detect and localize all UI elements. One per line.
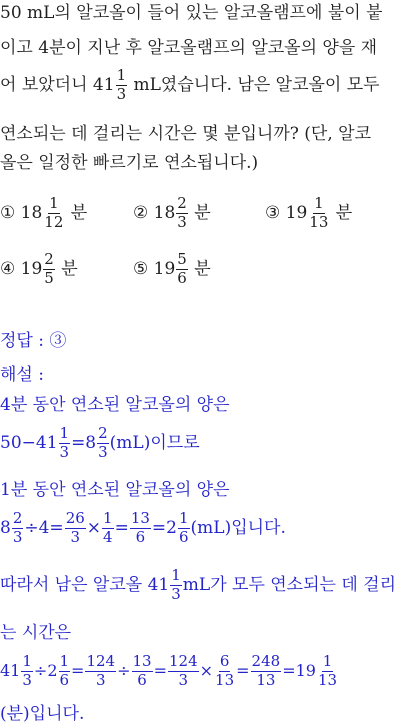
option-whole: 19	[153, 258, 176, 279]
question-line-2: 이고 4분이 지난 후 알코올램프의 알코올의 양을 재	[0, 38, 378, 58]
fraction	[132, 654, 153, 689]
solution-line-2	[0, 426, 200, 461]
math-text: =	[236, 660, 250, 680]
math-text: 따라서 남은 알코올 41	[0, 574, 170, 595]
solution-line-7	[0, 654, 339, 689]
option-5[interactable]	[133, 252, 211, 287]
numerator: 1	[103, 509, 113, 527]
math-text: =8	[71, 432, 97, 453]
option-mark: ①	[0, 202, 16, 223]
fraction	[43, 196, 64, 231]
denominator: 13	[215, 670, 235, 689]
math-text: =	[153, 660, 167, 680]
numerator: 13	[132, 652, 152, 670]
solution-line-4	[0, 511, 286, 546]
option-unit: 분	[335, 202, 353, 223]
math-text: (mL)이므로	[109, 432, 200, 453]
math-text: ÷	[117, 660, 131, 680]
explanation-label: 해설 :	[0, 365, 44, 385]
question-line-3	[0, 68, 380, 103]
option-unit: 분	[61, 258, 78, 279]
fraction	[178, 511, 190, 546]
numerator: 2	[98, 424, 108, 442]
denominator: 13	[256, 670, 276, 689]
denominator: 12	[44, 212, 64, 231]
math-text: =	[114, 517, 129, 538]
fraction	[176, 196, 188, 231]
denominator: 6	[59, 670, 70, 689]
fraction	[214, 654, 235, 689]
solution-line-8: (분)입니다.	[0, 704, 85, 724]
question-line-5: 올은 일정한 빠르기로 연소됩니다.)	[0, 153, 259, 173]
numerator: 1	[171, 566, 181, 584]
fraction	[170, 568, 182, 603]
numerator: 1	[59, 652, 70, 670]
numerator: 2	[177, 194, 187, 212]
denominator: 3	[98, 442, 108, 461]
denominator: 3	[171, 584, 181, 603]
denominator: 6	[177, 268, 187, 287]
math-text: =19	[282, 660, 316, 680]
fraction	[168, 654, 199, 689]
numerator: 1	[49, 194, 59, 212]
numerator: 1	[22, 652, 32, 670]
numerator: 6	[219, 652, 230, 670]
option-whole: 18	[153, 202, 176, 223]
answer-label: 정답 : ③	[0, 331, 67, 351]
fraction	[251, 654, 282, 689]
option-unit: 분	[194, 202, 211, 223]
numerator: 26	[65, 509, 85, 527]
denominator: 13	[317, 670, 338, 689]
math-text: ×	[86, 517, 102, 538]
option-whole: 18	[20, 202, 43, 223]
numerator: 1	[322, 652, 333, 670]
math-text: ÷4=	[24, 517, 64, 538]
math-text: ÷2	[33, 660, 58, 680]
denominator: 3	[12, 527, 23, 546]
fraction	[317, 654, 338, 689]
option-whole: 19	[20, 258, 43, 279]
denominator: 3	[177, 212, 187, 231]
denominator: 6	[135, 527, 146, 546]
math-text: ×	[199, 660, 214, 680]
denominator: 3	[70, 527, 80, 546]
denominator: 3	[178, 670, 189, 689]
math-text: 50−41	[0, 432, 58, 453]
option-2[interactable]	[133, 196, 211, 231]
question-text: mL였습니다. 남은 알코올이 모두	[128, 74, 380, 95]
fraction	[116, 68, 128, 103]
fraction	[176, 252, 188, 287]
numerator: 2	[44, 250, 54, 268]
option-3[interactable]	[265, 196, 352, 231]
question-text: 어 보았더니 41	[0, 74, 115, 95]
denominator: 3	[22, 670, 32, 689]
option-mark: ③	[265, 202, 281, 223]
fraction	[43, 252, 55, 287]
solution-line-6: 는 시간은	[0, 623, 72, 643]
solution-line-1: 4분 동안 연소된 알코올의 양은	[0, 395, 230, 415]
fraction	[85, 654, 116, 689]
denominator: 3	[116, 84, 127, 103]
denominator: 3	[96, 670, 106, 689]
denominator: 5	[44, 268, 54, 287]
denominator: 6	[137, 670, 147, 689]
numerator: 1	[116, 66, 127, 84]
math-text: =	[71, 660, 85, 680]
fraction	[21, 654, 33, 689]
numerator: 2	[12, 509, 23, 527]
question-line-4: 연소되는 데 걸리는 시간은 몇 분입니까? (단, 알코	[0, 124, 371, 144]
denominator: 3	[59, 442, 70, 461]
option-unit: 분	[194, 258, 211, 279]
option-whole: 19	[285, 202, 308, 223]
numerator: 248	[251, 652, 281, 670]
math-text: =2	[151, 517, 177, 538]
denominator: 4	[103, 527, 113, 546]
numerator: 124	[169, 652, 198, 670]
option-4[interactable]	[0, 252, 78, 287]
fraction	[59, 426, 71, 461]
math-text: 8	[0, 517, 11, 538]
numerator: 13	[130, 509, 150, 527]
numerator: 5	[177, 250, 187, 268]
option-mark: ⑤	[133, 258, 149, 279]
solution-line-5	[0, 568, 396, 603]
option-mark: ④	[0, 258, 16, 279]
solution-line-3: 1분 동안 연소된 알코올의 양은	[0, 480, 230, 500]
fraction	[65, 511, 86, 546]
question-line-1: 50 mL의 알코올이 들어 있는 알코올램프에 불이 붙	[0, 3, 383, 23]
fraction	[97, 426, 109, 461]
numerator: 1	[178, 509, 189, 527]
denominator: 6	[178, 527, 189, 546]
math-text: 41	[0, 660, 21, 680]
math-text: (mL)입니다.	[190, 517, 286, 538]
option-1[interactable]	[0, 196, 87, 231]
math-text: mL가 모두 연소되는 데 걸리	[182, 574, 397, 595]
fraction	[130, 511, 151, 546]
numerator: 1	[59, 424, 70, 442]
fraction	[12, 511, 24, 546]
fraction	[308, 196, 329, 231]
numerator: 1	[314, 194, 324, 212]
numerator: 124	[86, 652, 116, 670]
fraction	[102, 511, 114, 546]
option-unit: 분	[70, 202, 88, 223]
fraction	[59, 654, 71, 689]
option-mark: ②	[133, 202, 149, 223]
denominator: 13	[309, 212, 329, 231]
